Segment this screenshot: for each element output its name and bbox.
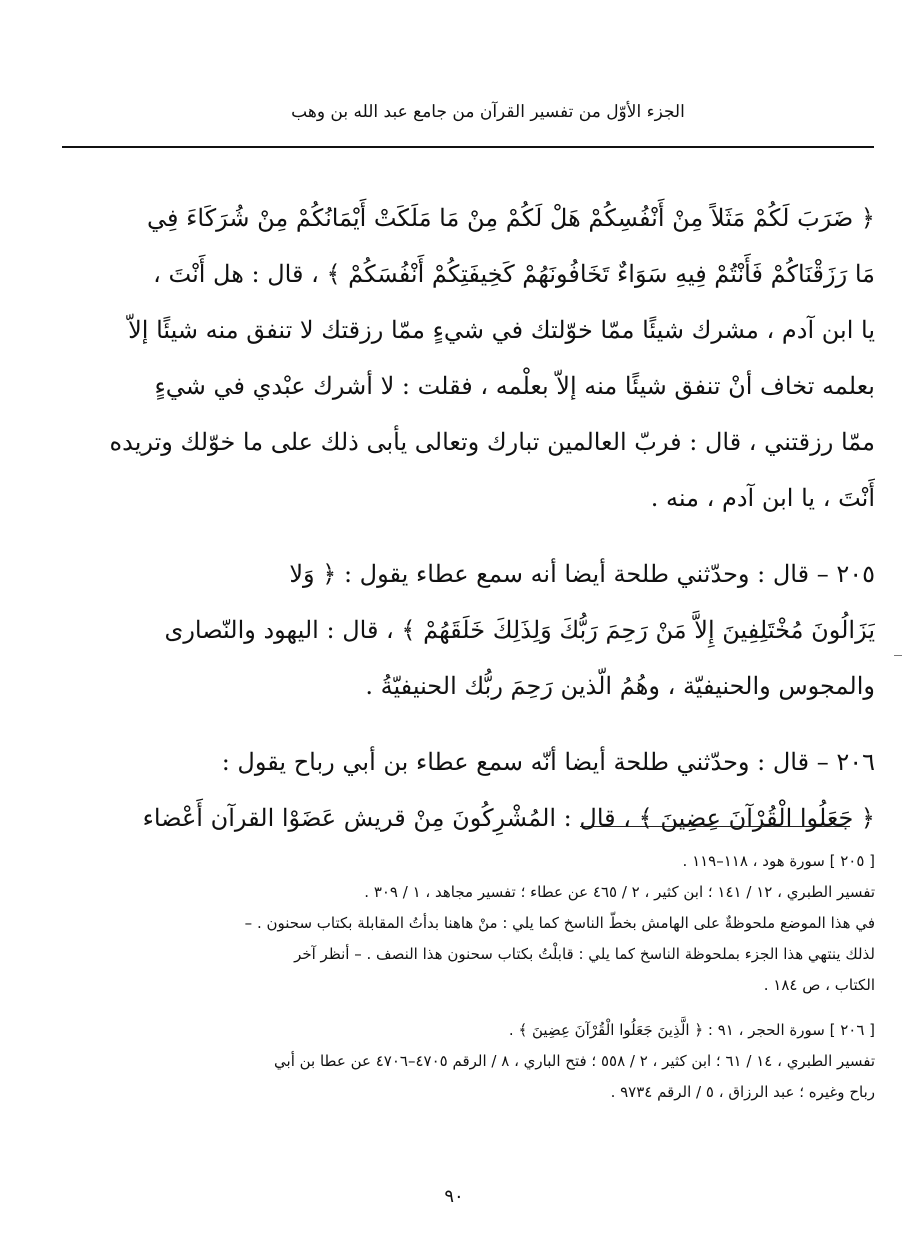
- running-head: الجزء الأوّل من تفسير القرآن من جامع عبد الله بن وهب: [291, 102, 685, 122]
- text-line: يا ابن آدم ، مشرك شيئًا ممّا خوّلتك في شيءٍ ممّا رزقتك لا تنفق منه شيئًا إلاّ: [128, 316, 875, 344]
- footnote-206: [55, 1015, 875, 1108]
- text-line: بعلمه تخاف أنْ تنفق شيئًا منه إلاّ بعلْمه ، فقلت : لا أشرك عبْدي في شيءٍ: [154, 372, 875, 400]
- footnote-line: [ ٢٠٦ ] سورة الحجر ، ٩١ : ﴿ الَّذِينَ جَعَلُوا الْقُرْآنَ عِضِينَ ﴾ .: [508, 1021, 875, 1039]
- header-rule: [62, 146, 874, 148]
- main-text: [55, 190, 875, 846]
- text-line: ٢٠٦ – قال : وحدّثني طلحة أيضا أنّه سمع عطاء بن أبي رباح يقول :: [221, 748, 875, 776]
- text-line: ﴿ ضَرَبَ لَكُمْ مَثَلاً مِنْ أَنْفُسِكُمْ هَلْ لَكُمْ مِنْ مَا مَلَكَتْ أَيْمَانُكُمْ مِنْ شُرَكَاءَ فِي: [147, 204, 875, 232]
- footnotes: [55, 846, 875, 1108]
- footnote-line: تفسير الطبري ، ١٢ / ١٤١ ؛ ابن كثير ، ٢ / ٤٦٥ عن عطاء ؛ تفسير مجاهد ، ١ / ٣٠٩ .: [364, 883, 875, 901]
- paragraph-gap: [55, 714, 875, 734]
- footnote-205: [55, 846, 875, 1001]
- page-number: ٩٠: [444, 1186, 464, 1207]
- text-line: ﴿ جَعَلُوا الْقُرْآنَ عِضِينَ ﴾ ، قال : المُشْرِكُونَ مِنْ قريش عَضَوْا القرآن أَعْضاء: [142, 804, 875, 832]
- text-line: ممّا رزقتني ، قال : فربّ العالمين تبارك وتعالى يأبى ذلك على ما خوّلك وتريده: [109, 428, 875, 456]
- paragraph-gap: [55, 526, 875, 546]
- footnote-line: لذلك ينتهي هذا الجزء بملحوظة الناسخ كما يلي : قابلْتُ بكتاب سحنون هذا النصف . – أنظر آخر: [294, 945, 875, 963]
- footnote-line: في هذا الموضع ملحوظةٌ على الهامش بخطّ الناسخ كما يلي : منْ هاهنا بدأتُ المقابلة بكتاب سحنون . –: [244, 914, 875, 932]
- text-line: مَا رَزَقْنَاكُمْ فَأَنْتُمْ فِيهِ سَوَاءٌ تَخَافُونَهُمْ كَخِيفَتِكُمْ أَنْفُسَكُمْ ﴾ ، قال : هل أَنْتَ ،: [153, 260, 875, 288]
- footnote-line: تفسير الطبري ، ١٤ / ٦١ ؛ ابن كثير ، ٢ / ٥٥٨ ؛ فتح الباري ، ٨ / الرقم ٤٧٠٥–٤٧٠٦ عن عطا بن أبي: [274, 1052, 875, 1070]
- footnote-line: الكتاب ، ص ١٨٤ .: [763, 976, 875, 994]
- text-line: والمجوس والحنيفيّة ، وهُمُ الّذين رَحِمَ ربُّك الحنيفيّةُ .: [365, 672, 875, 700]
- text-line: ٢٠٥ – قال : وحدّثني طلحة أيضا أنه سمع عطاء يقول : ﴿ وَلا: [289, 560, 875, 588]
- paragraph-206: [55, 734, 875, 846]
- text-line: أَنْتَ ، يا ابن آدم ، منه .: [650, 484, 875, 512]
- footnote-gap: [55, 1001, 875, 1015]
- text-line: يَزَالُونَ مُخْتَلِفِينَ إِلاَّ مَنْ رَحِمَ رَبُّكَ وَلِذَلِكَ خَلَقَهُمْ ﴾ ، قال : اليهود والنّصارى: [164, 616, 875, 644]
- paragraph-205: [55, 546, 875, 714]
- footnote-rule: [580, 826, 850, 827]
- paragraph-commentary: [55, 190, 875, 526]
- footnote-line: [ ٢٠٥ ] سورة هود ، ١١٨–١١٩ .: [682, 852, 875, 870]
- margin-mark: [894, 655, 902, 656]
- footnote-line: رباح وغيره ؛ عبد الرزاق ، ٥ / الرقم ٩٧٣٤ .: [610, 1083, 875, 1101]
